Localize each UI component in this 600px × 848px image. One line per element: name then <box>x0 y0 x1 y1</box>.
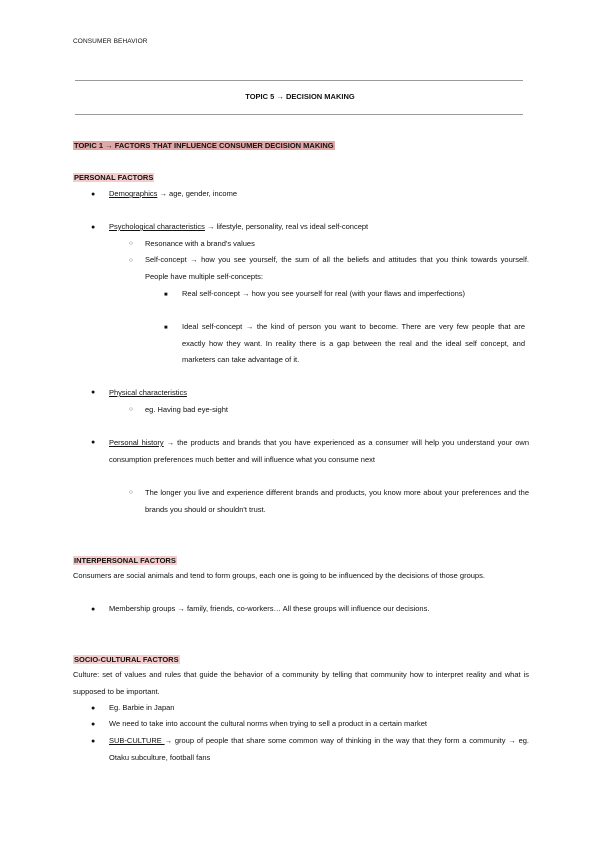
physical-label: Physical characteristics <box>109 388 187 397</box>
page-header: CONSUMER BEHAVIOR <box>73 38 148 45</box>
subculture-item <box>109 733 529 766</box>
longer-item: The longer you live and experience different brands and products, you know more about your preferences and the brands you should or shouldn't trust. <box>145 488 529 514</box>
bullet-disc: ● <box>91 224 96 231</box>
psychological-label: Psychological characteristics <box>109 222 205 231</box>
interpersonal-intro: Consumers are social animals and tend to form groups, each one is going to be influenced by the decisions of those groups. <box>73 571 485 580</box>
eyesight-item: eg. Having bad eye-sight <box>145 405 228 414</box>
personal-factors-heading: PERSONAL FACTORS <box>74 173 154 182</box>
bullet-square: ■ <box>164 292 168 298</box>
physical-item <box>109 385 187 402</box>
culture-definition: Culture: set of values and rules that guide the behavior of a community by telling that community how to interpret reality and what is supposed to be important. <box>73 670 529 696</box>
resonance-item: Resonance with a brand's values <box>145 239 255 248</box>
divider-bottom <box>75 114 523 115</box>
demographics-text: → age, gender, income <box>157 189 237 198</box>
psychological-item <box>109 219 368 236</box>
bullet-square: ■ <box>164 325 168 331</box>
history-label: Personal history <box>109 438 164 447</box>
psychological-text: → lifestyle, personality, real vs ideal self-concept <box>204 222 369 231</box>
personal-history-item <box>109 435 529 468</box>
demographics-item <box>109 186 237 203</box>
cultural-norms-item: We need to take into account the cultural norms when trying to sell a product in a certain market <box>109 719 427 728</box>
bullet-disc: ● <box>91 738 96 745</box>
bullet-disc: ● <box>91 439 96 446</box>
bullet-circle: ○ <box>129 257 133 264</box>
ideal-self-concept-item: Ideal self-concept → the kind of person you want to become. There are very few people that are exactly how they want. In reality there is a gap between the real and the ideal self concept, and marketers can take advantage of it. <box>182 322 525 364</box>
bullet-circle: ○ <box>129 489 133 496</box>
membership-item: Membership groups → family, friends, co-workers… All these groups will influence our decisions. <box>109 604 430 613</box>
demographics-label: Demographics <box>109 189 158 198</box>
bullet-disc: ● <box>91 705 96 712</box>
interpersonal-factors-heading: INTERPERSONAL FACTORS <box>74 556 176 565</box>
bullet-disc: ● <box>91 721 96 728</box>
subculture-text: → group of people that share some common way of thinking in the way that they form a community → eg. Otaku subculture, football fans <box>109 736 529 762</box>
real-self-concept-item: Real self-concept → how you see yourself for real (with your flaws and imperfections) <box>182 289 466 298</box>
sociocultural-factors-heading: SOCIO-CULTURAL FACTORS <box>74 655 179 664</box>
barbie-item: Eg. Barbie in Japan <box>109 703 175 712</box>
bullet-disc: ● <box>91 606 96 613</box>
bullet-circle: ○ <box>129 240 133 247</box>
bullet-disc: ● <box>91 389 96 396</box>
self-concept-item: Self-concept → how you see yourself, the sum of all the beliefs and attitudes that you think towards yourself. People have multiple self-concepts: <box>145 255 529 281</box>
divider-top <box>75 80 523 81</box>
subculture-label: SUB-CULTURE <box>109 736 165 745</box>
topic-heading: TOPIC 1 → FACTORS THAT INFLUENCE CONSUMER DECISION MAKING <box>74 141 334 150</box>
bullet-disc: ● <box>91 191 96 198</box>
doc-title: TOPIC 5 → DECISION MAKING <box>245 92 355 101</box>
bullet-circle: ○ <box>129 406 133 413</box>
history-text: → the products and brands that you have experienced as a consumer will help you understand your own consumption preferences much better and will influence what you consume next <box>109 438 529 464</box>
